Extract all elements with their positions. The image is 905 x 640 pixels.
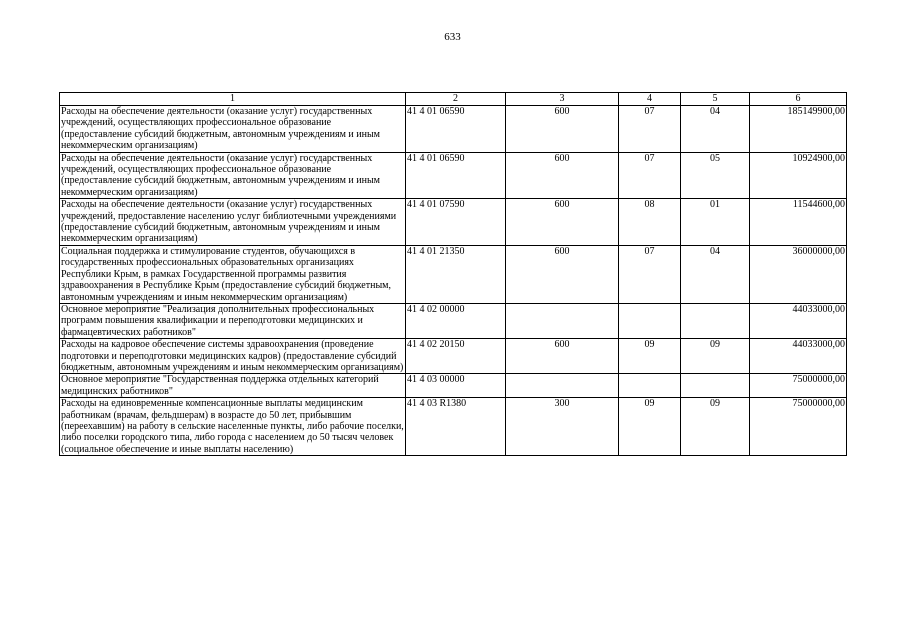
- row-name: Расходы на единовременные компенсационные выплаты медицинским работникам (врачам, фельдшерам) в возрасте до 50 лет, прибывшим (переехавшим) на работу в сельские населенные пункты, либо рабочие поселки, либо поселки городского типа, либо города с населением до 50 тысяч человек (социальное обеспечение и иные выплаты населению): [61, 398, 404, 455]
- row-pr: 09: [681, 339, 750, 374]
- header-col-3: 3: [506, 93, 619, 106]
- row-vr: 600: [506, 152, 619, 199]
- row-vr: [506, 303, 619, 338]
- row-code: 41 4 02 20150: [406, 339, 506, 374]
- row-vr: 600: [506, 199, 619, 246]
- row-rz: [619, 303, 681, 338]
- row-rz: 08: [619, 199, 681, 246]
- row-sum: 75000000,00: [750, 398, 847, 456]
- table-row: [60, 106, 847, 153]
- row-vr: [506, 374, 619, 398]
- row-sum: 11544600,00: [750, 199, 847, 246]
- row-code: 41 4 01 07590: [406, 199, 506, 246]
- row-vr: 600: [506, 339, 619, 374]
- row-code: 41 4 02 00000: [406, 303, 506, 338]
- row-pr: [681, 303, 750, 338]
- row-rz: 07: [619, 152, 681, 199]
- row-sum: 44033000,00: [750, 339, 847, 374]
- row-vr: 300: [506, 398, 619, 456]
- row-pr: 01: [681, 199, 750, 246]
- table-row: [60, 398, 847, 456]
- table-row: [60, 303, 847, 338]
- table-row: [60, 245, 847, 303]
- row-pr: 09: [681, 398, 750, 456]
- row-pr: 04: [681, 245, 750, 303]
- row-name: Основное мероприятие "Реализация дополнительных профессиональных программ повышения квалификации и переподготовки медицинских и фармацевтических работников": [60, 303, 406, 338]
- row-sum: 36000000,00: [750, 245, 847, 303]
- row-name: Расходы на обеспечение деятельности (оказание услуг) государственных учреждений, предоставление населению услуг библиотечными учреждениями (предоставление субсидий бюджетным, автономным учреждениям и иным некоммерческим организациям): [60, 199, 406, 246]
- row-code: 41 4 03 00000: [406, 374, 506, 398]
- row-name: Социальная поддержка и стимулирование студентов, обучающихся в государственных профессиональных образовательных организациях Республики Крым, в рамках Государственной программы развития здравоохранения в Республике Крым (предоставление субсидий бюджетным, автономным учреждениям и иным некоммерческим организациям): [60, 245, 406, 303]
- table-row: [60, 152, 847, 199]
- row-vr: 600: [506, 245, 619, 303]
- row-code: 41 4 01 21350: [406, 245, 506, 303]
- row-sum: 44033000,00: [750, 303, 847, 338]
- row-code: 41 4 01 06590: [406, 106, 506, 153]
- header-col-1: 1: [60, 93, 406, 106]
- row-vr: 600: [506, 106, 619, 153]
- row-pr: [681, 374, 750, 398]
- header-col-5: 5: [681, 93, 750, 106]
- table-row: [60, 374, 847, 398]
- row-rz: 09: [619, 339, 681, 374]
- row-sum: 75000000,00: [750, 374, 847, 398]
- page-number: 633: [444, 31, 461, 43]
- row-rz: 09: [619, 398, 681, 456]
- header-col-6: 6: [750, 93, 847, 106]
- row-rz: 07: [619, 106, 681, 153]
- row-rz: 07: [619, 245, 681, 303]
- budget-table: [59, 92, 847, 456]
- row-code: 41 4 03 R1380: [406, 398, 506, 456]
- header-col-2: 2: [406, 93, 506, 106]
- row-name: Расходы на обеспечение деятельности (оказание услуг) государственных учреждений, осуществляющих профессиональное образование (предоставление субсидий бюджетным, автономным учреждениям и иным некоммерческим организациям): [60, 106, 406, 153]
- row-pr: 04: [681, 106, 750, 153]
- row-name: Расходы на обеспечение деятельности (оказание услуг) государственных учреждений, осуществляющих профессиональное образование (предоставление субсидий бюджетным, автономным учреждениям и иным некоммерческим организациям): [60, 152, 406, 199]
- row-sum: 10924900,00: [750, 152, 847, 199]
- row-pr: 05: [681, 152, 750, 199]
- row-code: 41 4 01 06590: [406, 152, 506, 199]
- header-col-4: 4: [619, 93, 681, 106]
- row-sum: 185149900,00: [750, 106, 847, 153]
- row-rz: [619, 374, 681, 398]
- table-row: [60, 339, 847, 374]
- header-row: [60, 93, 847, 106]
- row-name: Расходы на кадровое обеспечение системы здравоохранения (проведение подготовки и переподготовки медицинских кадров) (предоставление субсидий бюджетным, автономным учреждениям и иным некоммерческим организациям): [60, 339, 406, 374]
- row-name: Основное мероприятие "Государственная поддержка отдельных категорий медицинских работников": [60, 374, 406, 398]
- table-row: [60, 199, 847, 246]
